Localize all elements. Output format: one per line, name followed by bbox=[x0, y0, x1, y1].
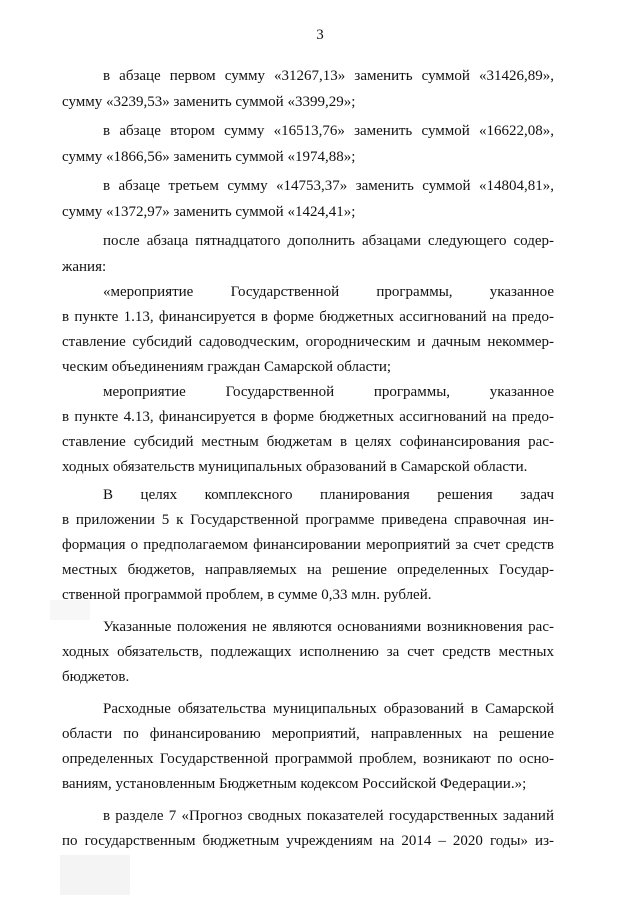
text-line: в абзаце первом сумму «31267,13» заменить суммой «31426,89», bbox=[103, 68, 554, 84]
text-line: ходных обязательств муниципальных образований в Самарской области. bbox=[62, 459, 528, 475]
text-line: в приложении 5 к Государственной программе приведена справочная ин- bbox=[62, 512, 554, 528]
text-line: сумму «1866,56» заменить суммой «1974,88»; bbox=[62, 149, 356, 165]
text-line: Указанные положения не являются основаниями возникновения рас- bbox=[103, 619, 554, 635]
text-line: в абзаце третьем сумму «14753,37» заменить суммой «14804,81», bbox=[103, 178, 554, 194]
text-line: Расходные обязательства муниципальных образований в Самарской bbox=[103, 701, 554, 717]
page-number: 3 bbox=[316, 27, 324, 43]
text-line: в разделе 7 «Прогноз сводных показателей государственных заданий bbox=[103, 808, 554, 824]
text-line: ческим объединениям граждан Самарской области; bbox=[62, 359, 392, 375]
text-line: ставление субсидий местным бюджетам в целях софинансирования рас- bbox=[62, 434, 554, 450]
text-line: ставление субсидий садоводческим, огородническим и дачным некоммер- bbox=[62, 334, 554, 350]
text-line: ваниям, установленным Бюджетным кодексом Российской Федерации.»; bbox=[62, 776, 527, 792]
text-line: по государственным бюджетным учреждениям на 2014 – 2020 годы» из- bbox=[62, 833, 554, 849]
text-line: ходных обязательств, подлежащих исполнению за счет средств местных bbox=[62, 644, 554, 660]
scan-artifact bbox=[50, 600, 90, 620]
text-line: в пункте 1.13, финансируется в форме бюджетных ассигнований на предо- bbox=[62, 309, 554, 325]
text-line: после абзаца пятнадцатого дополнить абзацами следующего содер- bbox=[103, 233, 554, 249]
text-line: определенных Государственной программой проблем, возникают по осно- bbox=[62, 751, 554, 767]
text-line: сумму «1372,97» заменить суммой «1424,41»; bbox=[62, 204, 356, 220]
text-line: области по финансированию мероприятий, направленных на решение bbox=[62, 726, 554, 742]
text-line: В целях комплексного планирования решения задач bbox=[103, 487, 554, 503]
text-line: в пункте 4.13, финансируется в форме бюджетных ассигнований на предо- bbox=[62, 409, 554, 425]
text-line: мероприятие Государственной программы, указанное bbox=[103, 384, 554, 400]
text-line: «мероприятие Государственной программы, указанное bbox=[103, 284, 554, 300]
text-line: жания: bbox=[62, 259, 107, 275]
text-line: ственной программой проблем, в сумме 0,33 млн. рублей. bbox=[62, 587, 432, 603]
text-line: бюджетов. bbox=[62, 669, 130, 685]
text-line: сумму «3239,53» заменить суммой «3399,29»; bbox=[62, 94, 356, 110]
text-line: формация о предполагаемом финансировании мероприятий за счет средств bbox=[62, 537, 554, 553]
text-line: в абзаце втором сумму «16513,76» заменить суммой «16622,08», bbox=[103, 123, 554, 139]
text-line: местных бюджетов, направляемых на решение определенных Государ- bbox=[62, 562, 554, 578]
scan-artifact bbox=[60, 855, 130, 895]
